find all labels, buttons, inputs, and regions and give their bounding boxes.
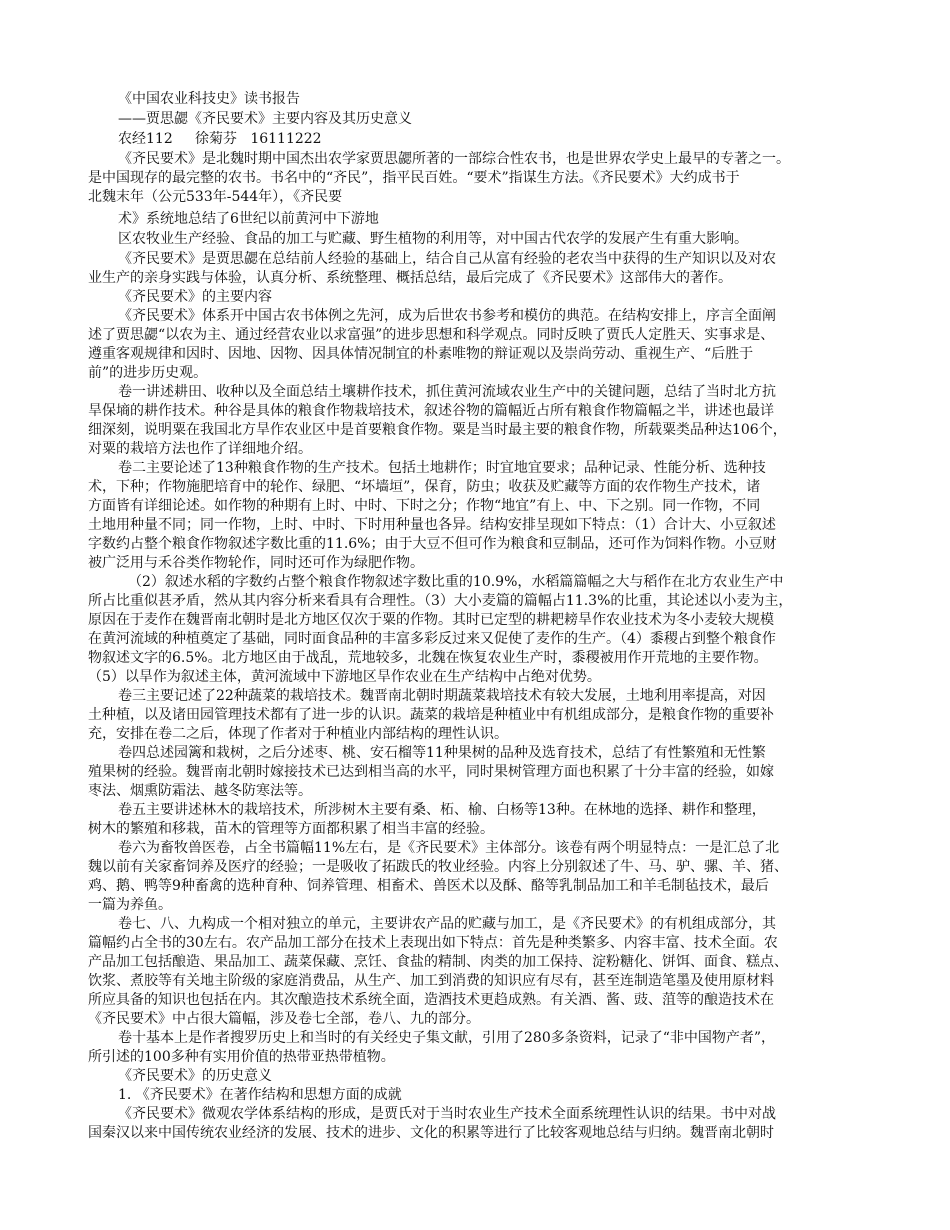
document-title: 《中国农业科技史》读书报告 bbox=[118, 91, 300, 107]
text-line: 产品加工包括酿造、果品加工、蔬菜保藏、烹饪、食盐的精制、肉类的加工保持、淀粉糖化、饼饵、面食、糕点、 bbox=[88, 954, 788, 970]
author-line: 农经112 徐菊芬 16111222 bbox=[118, 131, 322, 147]
text-line: 字数约占整个粮食作物叙述字数比重的11.6%；由于大豆不但可作为粮食和豆制品，还可作为饲料作物。小豆财 bbox=[88, 536, 777, 552]
text-line: 国秦汉以来中国传统农业经济的发展、技术的进步、文化的积累等进行了比较客观地总结与归纳。魏晋南北朝时 bbox=[88, 1125, 774, 1141]
text-line: 卷四总述园篱和栽树，之后分述枣、桃、安石榴等11种果树的品种及选育技术，总结了有性繁殖和无性繁 bbox=[118, 745, 766, 761]
text-line: 被广泛用与禾谷类作物轮作，同时还可作为绿肥作物。 bbox=[88, 555, 424, 571]
text-line: 枣法、烟熏防霜法、越冬防寒法等。 bbox=[88, 783, 312, 799]
text-line: 在黄河流域的种植奠定了基础，同时面食品种的丰富多彩反过来又促使了麦作的生产。（4）黍稷占到整个粮食作 bbox=[88, 631, 776, 647]
text-line: 殖果树的经验。魏晋南北朝时嫁接技术已达到相当高的水平，同时果树管理方面也积累了十分丰富的经验，如嫁 bbox=[88, 764, 774, 780]
text-line: 述了贾思勰“以农为主、通过经营农业以求富强”的进步思想和科学观点。同时反映了贾氏人定胜天、实事求是、 bbox=[88, 327, 775, 343]
text-line: 是中国现存的最完整的农书。书名中的“齐民”，指平民百姓。“要术”指谋生方法。《齐民要术》大约成书于 bbox=[88, 170, 740, 186]
text-line: 区农牧业生产经验、食品的加工与贮藏、野生植物的利用等，对中国古代农学的发展产生有重大影响。 bbox=[118, 231, 748, 247]
text-line: （5）以旱作为叙述主体，黄河流域中下游地区旱作农业在生产结构中占绝对优势。 bbox=[88, 669, 601, 685]
document-subtitle: ——贾思勰《齐民要术》主要内容及其历史意义 bbox=[118, 111, 412, 127]
text-line: 卷六为畜牧兽医卷，占全书篇幅11%左右，是《齐民要术》主体部分。该卷有两个明显特点：一是汇总了北 bbox=[118, 840, 780, 856]
text-line: 原因在于麦作在魏晋南北朝时是北方地区仅次于粟的作物。其时已定型的耕耙耪旱作农业技术为冬小麦较大规模 bbox=[88, 612, 774, 628]
text-line: 篇幅约占全书的30左右。农产品加工部分在技术上表现出如下特点：首先是种类繁多、内容丰富、技术全面。农 bbox=[88, 935, 778, 951]
text-line: 卷三主要记述了22种蔬菜的栽培技术。魏晋南北朝时期蔬菜栽培技术有较大发展，土地利用率提高，对因 bbox=[118, 688, 766, 704]
text-line: 卷一讲述耕田、收种以及全面总结土壤耕作技术，抓住黄河流域农业生产中的关键问题，总结了当时北方抗 bbox=[118, 384, 776, 400]
text-line: 卷五主要讲述林木的栽培技术，所涉树木主要有桑、柘、榆、白杨等13种。在林地的选择、耕作和整理， bbox=[118, 802, 766, 818]
text-line: 魏以前有关家畜饲养及医疗的经验；一是吸收了拓跋氏的牧业经验。内容上分别叙述了牛、马、驴、骡、羊、猪、 bbox=[88, 859, 788, 875]
text-line: 饮浆、煮胶等有关地主阶级的家庭消费品，从生产、加工到消费的知识应有尽有，甚至连制造笔墨及使用原材料 bbox=[88, 973, 774, 989]
text-line: 北魏末年（公元533年-544年），《齐民要 bbox=[88, 189, 343, 205]
text-line: 《齐民要术》是北魏时期中国杰出农学家贾思勰所著的一部综合性农书，也是世界农学史上最早的专著之一。 bbox=[118, 151, 790, 167]
text-line: 前”的进步历史观。 bbox=[88, 365, 208, 381]
text-line: 土种植，以及诸田园管理技术都有了进一步的认识。蔬菜的栽培是种植业中有机组成部分，是粮食作物的重要补 bbox=[88, 707, 774, 723]
text-line: 卷十基本上是作者搜罗历史上和当时的有关经史子集文献，引用了280多条资料，记录了“非中国物产者”， bbox=[118, 1030, 776, 1046]
section-heading: 《齐民要术》的主要内容 bbox=[118, 289, 272, 305]
text-line: 充，安排在卷二之后，体现了作者对于种植业内部结构的理性认识。 bbox=[88, 726, 508, 742]
text-line: 方面皆有详细论述。如作物的种期有上时、中时、下时之分；作物“地宜”有上、中、下之别。同一作物，不同 bbox=[88, 498, 761, 514]
text-line: 术》系统地总结了6世纪以前黄河中下游地 bbox=[118, 211, 379, 227]
text-line: 卷二主要论述了13种粮食作物的生产技术。包括土地耕作；时宜地宜要求；品种记录、性能分析、选种技 bbox=[118, 460, 766, 476]
text-line: 对粟的栽培方法也作了详细地介绍。 bbox=[88, 441, 312, 457]
text-line: 《齐民要术》微观农学体系结构的形成，是贾氏对于当时农业生产技术全面系统理性认识的结果。书中对战 bbox=[118, 1106, 776, 1122]
text-line: 一篇为养鱼。 bbox=[88, 897, 172, 913]
text-line: 所占比重似甚矛盾，然从其内容分析来看具有合理性。（3）大小麦篇的篇幅占11.3%的比重，其论述以小麦为主， bbox=[88, 593, 793, 609]
text-line: 业生产的亲身实践与体验，认真分析、系统整理、概括总结，最后完成了《齐民要术》这部伟大的著作。 bbox=[88, 270, 732, 286]
text-line: 术，下种；作物施肥培育中的轮作、绿肥、“坏墙垣”，保育，防虫；收获及贮藏等方面的农作物生产技术，诸 bbox=[88, 479, 761, 495]
text-line: 《齐民要术》是贾思勰在总结前人经验的基础上，结合自己从富有经验的老农当中获得的生产知识以及对农 bbox=[118, 251, 776, 267]
text-line: 物叙述文字的6.5%。北方地区由于战乱，荒地较多，北魏在恢复农业生产时，黍稷被用作开荒地的主要作物。 bbox=[88, 650, 768, 666]
text-line: 所应具备的知识也包括在内。其次酿造技术系统全面，造酒技术更趋成熟。有关酒、酱、豉、菹等的酿造技术在 bbox=[88, 992, 774, 1008]
section-heading: 《齐民要术》的历史意义 bbox=[118, 1068, 272, 1084]
text-line: 《齐民要术》中占很大篇幅，涉及卷七全部，卷八、九的部分。 bbox=[88, 1011, 480, 1027]
text-line: 遵重客观规律和因时、因地、因物、因具体情况制宜的朴素唯物的辩证观以及崇尚劳动、重视生产、“后胜于 bbox=[88, 346, 754, 362]
subsection-heading: 1. 《齐民要术》在著作结构和思想方面的成就 bbox=[118, 1087, 402, 1103]
text-line: 鸡、鹅、鸭等9种畜禽的选种育种、饲养管理、相畜术、兽医术以及酥、酪等乳制品加工和羊毛制毡技术，最后 bbox=[88, 878, 769, 894]
text-line: （2）叙述水稻的字数约占整个粮食作物叙述字数比重的10.9%，水稻篇篇幅之大与稻作在北方农业生产中 bbox=[128, 574, 784, 590]
text-line: 旱保墒的耕作技术。种谷是具体的粮食作物栽培技术，叙述谷物的篇幅近占所有粮食作物篇幅之半，讲述也最详 bbox=[88, 403, 774, 419]
text-line: 土地用种量不同；同一作物，上时、中时、下时用种量也各异。结构安排呈现如下特点：（1）合计大、小豆叙述 bbox=[88, 517, 776, 533]
text-line: 卷七、八、九构成一个相对独立的单元，主要讲农产品的贮藏与加工，是《齐民要术》的有机组成部分，其 bbox=[118, 916, 776, 932]
text-line: 树木的繁殖和移栽，苗木的管理等方面都积累了相当丰富的经验。 bbox=[88, 821, 494, 837]
text-line: 所引述的100多种有实用价值的热带亚热带植物。 bbox=[88, 1049, 395, 1065]
text-line: 细深刻，说明粟在我国北方旱作农业区中是首要粮食作物。粟是当时最主要的粮食作物，所载粟类品种达106个， bbox=[88, 422, 787, 438]
text-line: 《齐民要术》体系开中国古农书体例之先河，成为后世农书参考和模仿的典范。在结构安排上，序言全面阐 bbox=[118, 308, 776, 324]
